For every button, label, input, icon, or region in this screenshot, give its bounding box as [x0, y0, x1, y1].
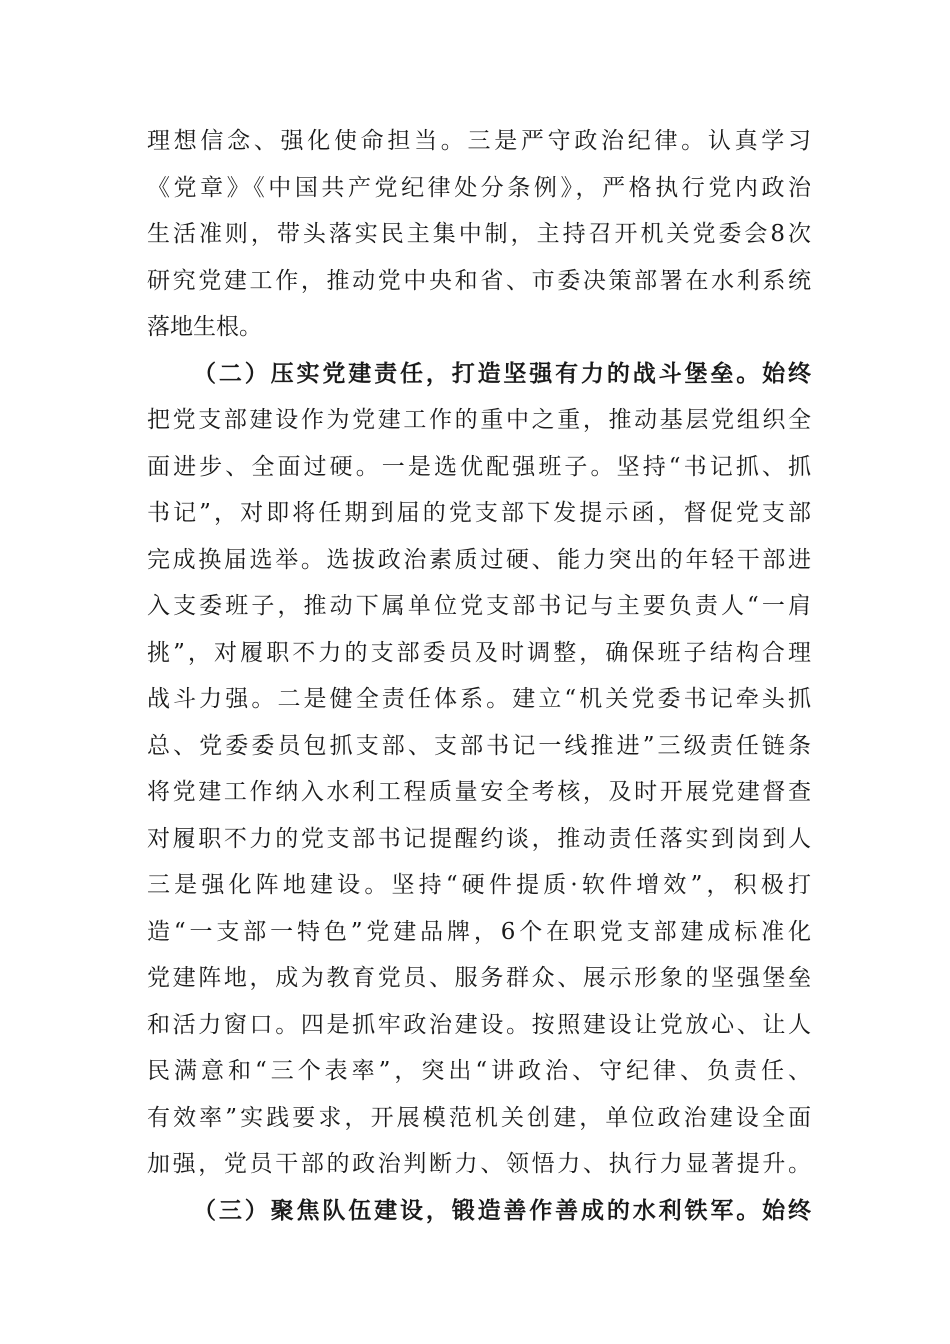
text-line: 研究党建工作，推动党中央和省、市委决策部署在水利系统 — [147, 267, 811, 294]
text-line: 和活力窗口。四是抓牢政治建设。按照建设让党放心、让人 — [147, 1011, 811, 1038]
text-line: 有效率”实践要求，开展模范机关创建，单位政治建设全面 — [147, 1104, 811, 1131]
text-line: 造“一支部一特色”党建品牌，6个在职党支部建成标准化 — [147, 918, 811, 945]
text-line: 三是强化阵地建设。坚持“硬件提质·软件增效”，积极打 — [147, 872, 811, 898]
text-line: 总、党委委员包抓支部、支部书记一线推进”三级责任链条 — [147, 732, 811, 759]
text-line: 面进步、全面过硬。一是选优配强班子。坚持“书记抓、抓 — [147, 453, 811, 480]
text-line: 入支委班子，推动下属单位党支部书记与主要负责人“一肩 — [147, 593, 811, 619]
text-line: 《党章》《中国共产党纪律处分条例》，严格执行党内政治 — [147, 174, 811, 201]
text-line: 挑”，对履职不力的支部委员及时调整，确保班子结构合理 — [147, 639, 811, 666]
section-heading-line: （二）压实党建责任，打造坚强有力的战斗堡垒。始终 — [193, 359, 811, 387]
text-line: 民满意和“三个表率”，突出“讲政治、守纪律、负责任、 — [147, 1058, 811, 1084]
text-line: 理想信念、强化使命担当。三是严守政治纪律。认真学习 — [147, 128, 811, 154]
section-heading-line: （三）聚焦队伍建设，锻造善作善成的水利铁军。始终 — [193, 1196, 811, 1224]
document-body — [147, 118, 811, 1234]
text-line: 生活准则，带头落实民主集中制，主持召开机关党委会8次 — [147, 221, 811, 247]
text-line: 加强，党员干部的政治判断力、领悟力、执行力显著提升。 — [147, 1151, 811, 1177]
text-line: 党建阵地，成为教育党员、服务群众、展示形象的坚强堡垒 — [147, 965, 811, 991]
text-line: 完成换届选举。选拔政治素质过硬、能力突出的年轻干部进 — [147, 546, 811, 573]
text-line: 将党建工作纳入水利工程质量安全考核，及时开展党建督查 — [147, 779, 811, 805]
text-line: 书记”，对即将任期到届的党支部下发提示函，督促党支部 — [147, 500, 811, 526]
text-line: 战斗力强。二是健全责任体系。建立“机关党委书记牵头抓 — [147, 686, 811, 712]
text-line: 把党支部建设作为党建工作的重中之重，推动基层党组织全 — [147, 407, 811, 433]
text-line: 对履职不力的党支部书记提醒约谈，推动责任落实到岗到人 — [147, 825, 811, 852]
text-line: 落地生根。 — [147, 314, 262, 340]
